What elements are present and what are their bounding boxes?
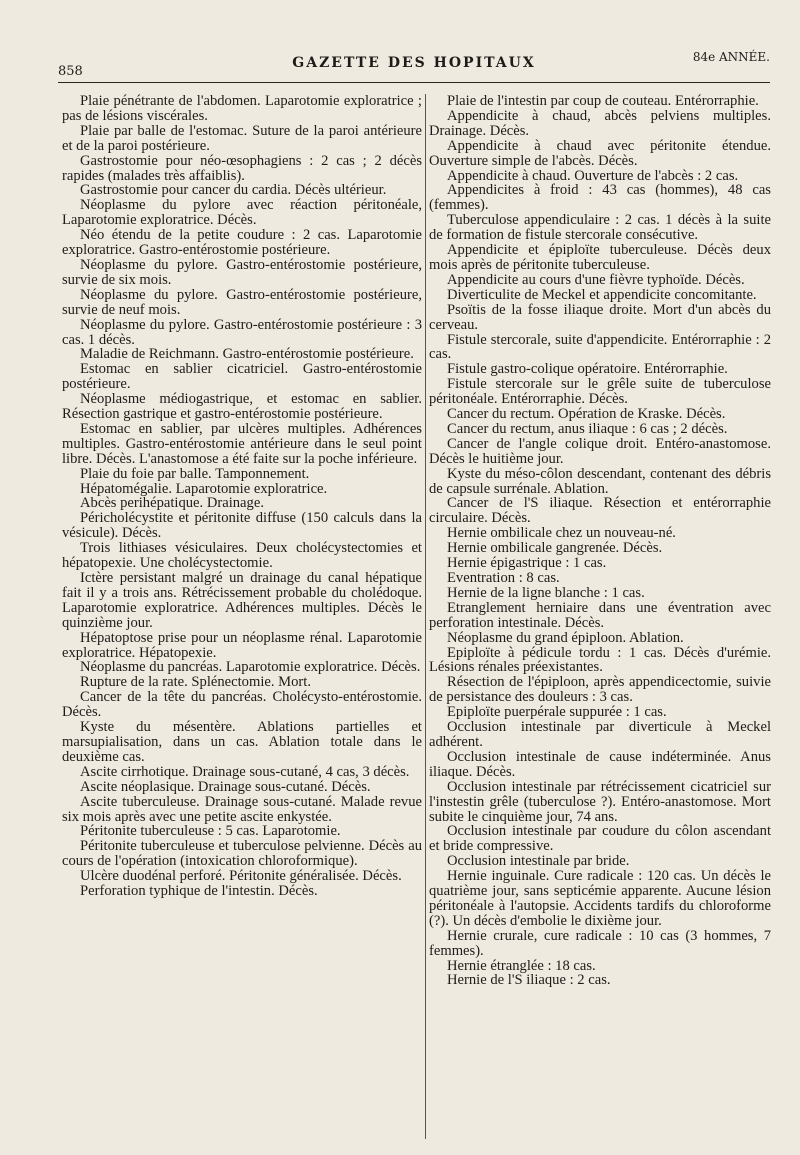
case-entry: Hernie de la ligne blanche : 1 cas. [447, 584, 645, 601]
header-rule [58, 82, 770, 83]
case-entry: Appendicites à froid : 43 cas (hommes), 48 cas (femmes). [429, 182, 771, 214]
case-entry: Occlusion intestinale par bride. [447, 853, 630, 870]
case-entry: Perforation typhique de l'intestin. Décès. [80, 883, 318, 900]
case-entry: Trois lithiases vésiculaires. Deux cholécystectomies et hépatopexie. Une cholécystectomie. [62, 540, 422, 572]
case-entry: Résection de l'épiploon, après appendicectomie, suivie de persistance des douleurs : 3 cas. [429, 674, 771, 706]
case-entry: Appendicite à chaud. Ouverture de l'abcès : 2 cas. [447, 167, 739, 184]
case-entry: Cancer du rectum, anus iliaque : 6 cas ; 2 décès. [447, 420, 728, 437]
case-entry: Néoplasme médiogastrique, et estomac en sablier. Résection gastrique et gastro-entérostomie postérieure. [62, 391, 422, 423]
case-entry: Hernie épigastrique : 1 cas. [447, 555, 607, 572]
case-entry: Péritonite tuberculeuse : 5 cas. Laparotomie. [80, 823, 341, 840]
case-entry: Néo étendu de la petite coudure : 2 cas. Laparotomie exploratrice. Gastro-entérostomie postérieure. [62, 227, 422, 259]
case-entry: Psoïtis de la fosse iliaque droite. Mort d'un abcès du cerveau. [429, 301, 771, 333]
case-entry: Hernie de l'S iliaque : 2 cas. [447, 972, 611, 989]
journal-title: GAZETTE DES HOPITAUX [292, 55, 536, 71]
case-entry: Péricholécystite et péritonite diffuse (150 calculs dans la vésicule). Décès. [62, 510, 422, 542]
case-entry: Cancer du rectum. Opération de Kraske. Décès. [447, 406, 726, 423]
case-entry: Fistule gastro-colique opératoire. Entérorraphie. [447, 361, 728, 378]
case-entry: Appendicite au cours d'une fièvre typhoïde. Décès. [447, 271, 745, 288]
case-entry: Fistule stercorale, suite d'appendicite. Entérorraphie : 2 cas. [429, 331, 771, 363]
case-entry: Ascite cirrhotique. Drainage sous-cutané, 4 cas, 3 décès. [80, 763, 410, 780]
case-entry: Kyste du mésentère. Ablations partielles et marsupialisation, dans un cas. Ablation totale dans le deuxième cas. [62, 719, 422, 765]
case-entry: Hernie crurale, cure radicale : 10 cas (3 hommes, 7 femmes). [429, 927, 771, 959]
case-entry: Ictère persistant malgré un drainage du canal hépatique fait il y a trois ans. Rétrécissement probable du cholédoque. Laparotomie exploratrice. Adhérences multiples. Décès le quinzième jour. [62, 570, 422, 631]
case-entry: Occlusion intestinale par rétrécissement cicatriciel sur l'instestin grêle (tuberculose ?). Entéro-anastomose. Mort subite le cinquième jour, 74 ans. [429, 778, 771, 825]
case-entry: Tuberculose appendiculaire : 2 cas. 1 décès à la suite de formation de fistule stercorale consécutive. [429, 212, 771, 244]
case-entry: Hernie inguinale. Cure radicale : 120 cas. Un décès le quatrième jour, sans septicémie apparente. Aucune lésion péritonéale à l'autopsie. Accidents tardifs du chloroforme (?). Un décès d'embolie le dixième jour. [429, 868, 771, 929]
case-entry: Plaie du foie par balle. Tamponnement. [80, 465, 310, 482]
case-entry: Cancer de la tête du pancréas. Cholécysto-entérostomie. Décès. [62, 689, 422, 721]
case-entry: Gastrostomie pour néo-œsophagiens : 2 cas ; 2 décès rapides (malades très affaiblis). [62, 152, 422, 184]
case-entry: Néoplasme du pylore. Gastro-entérostomie postérieure, survie de six mois. [62, 256, 422, 288]
case-entry: Gastrostomie pour cancer du cardia. Décès ultérieur. [80, 182, 387, 199]
left-column [62, 94, 422, 899]
right-column [429, 94, 771, 988]
case-entry: Ascite tuberculeuse. Drainage sous-cutané. Malade revue six mois après avec une petite ascite enkystée. [62, 793, 422, 825]
case-entry: Hernie ombilicale chez un nouveau-né. [447, 525, 676, 542]
case-entry: Péritonite tuberculeuse et tuberculose pelvienne. Décès au cours de l'opération (intoxication chloroformique). [62, 838, 422, 870]
case-entry: Occlusion intestinale de cause indéterminée. Anus iliaque. Décès. [429, 748, 771, 780]
case-entry: Estomac en sablier, par ulcères multiples. Adhérences multiples. Gastro-entérostomie antérieure dans le seul point libre. Décès. L'anastomose a été faite sur la poche inférieure. [62, 420, 422, 467]
case-entry: Epiploïte à pédicule tordu : 1 cas. Décès d'urémie. Lésions rénales préexistantes. [429, 644, 771, 676]
case-entry: Cancer de l'angle colique droit. Entéro-anastomose. Décès le huitième jour. [429, 435, 771, 467]
page-header [58, 50, 770, 79]
page-number: 858 [58, 64, 83, 79]
case-entry: Néoplasme du pylore. Gastro-entérostomie postérieure, survie de neuf mois. [62, 286, 422, 318]
case-entry: Appendicite et épiploïte tuberculeuse. Décès deux mois après de péritonite tuberculeuse. [429, 242, 771, 273]
case-entry: Néoplasme du grand épiploon. Ablation. [447, 629, 684, 646]
case-entry: Ascite néoplasique. Drainage sous-cutané. Décès. [80, 778, 371, 795]
case-entry: Hernie étranglée : 18 cas. [447, 957, 596, 974]
case-entry: Kyste du méso-côlon descendant, contenant des débris de capsule surrénale. Ablation. [429, 465, 771, 497]
case-entry: Maladie de Reichmann. Gastro-entérostomie postérieure. [80, 346, 414, 363]
case-entry: Cancer de l'S iliaque. Résection et entérorraphie circulaire. Décès. [429, 495, 771, 527]
case-entry: Ulcère duodénal perforé. Péritonite généralisée. Décès. [80, 868, 402, 885]
case-entry: Diverticulite de Meckel et appendicite concomitante. [447, 286, 757, 303]
case-entry: Hépatomégalie. Laparotomie exploratrice. [80, 480, 328, 497]
case-entry: Appendicite à chaud, abcès pelviens multiples. Drainage. Décès. [429, 107, 771, 139]
case-entry: Estomac en sablier cicatriciel. Gastro-entérostomie postérieure. [62, 361, 422, 393]
case-entry: Appendicite à chaud avec péritonite étendue. Ouverture simple de l'abcès. Décès. [429, 137, 771, 169]
case-entry: Hernie ombilicale gangrenée. Décès. [447, 540, 663, 557]
year-label: 84e ANNÉE. [692, 50, 770, 64]
case-entry: Epiploïte puerpérale suppurée : 1 cas. [447, 704, 667, 721]
case-entry: Abcès perihépatique. Drainage. [80, 495, 264, 512]
case-entry: Néoplasme du pylore avec réaction péritonéale, Laparotomie exploratrice. Décès. [62, 197, 422, 229]
case-entry: Occlusion intestinale par diverticule à Meckel adhérent. [429, 719, 771, 750]
case-entry: Néoplasme du pylore. Gastro-entérostomie postérieure : 3 cas. 1 décès. [62, 316, 422, 348]
case-entry: Etranglement herniaire dans une éventration avec perforation intestinale. Décès. [429, 599, 771, 631]
case-entry: Plaie de l'intestin par coup de couteau. Entérorraphie. [447, 93, 759, 109]
case-entry: Plaie pénétrante de l'abdomen. Laparotomie exploratrice ; pas de lésions viscérales. [62, 93, 422, 124]
case-entry: Hépatoptose prise pour un néoplasme rénal. Laparotomie exploratrice. Hépatopexie. [62, 629, 422, 661]
case-entry: Fistule stercorale sur le grêle suite de tuberculose péritonéale. Entérorraphie. Décès. [429, 376, 771, 408]
case-entry: Plaie par balle de l'estomac. Suture de la paroi antérieure et de la paroi postérieure. [62, 122, 422, 154]
case-entry: Eventration : 8 cas. [447, 570, 560, 586]
case-entry: Occlusion intestinale par coudure du côlon ascendant et bride compressive. [429, 823, 771, 855]
column-divider [425, 94, 426, 1139]
case-entry: Rupture de la rate. Splénectomie. Mort. [80, 674, 311, 691]
case-entry: Néoplasme du pancréas. Laparotomie exploratrice. Décès. [80, 659, 421, 676]
